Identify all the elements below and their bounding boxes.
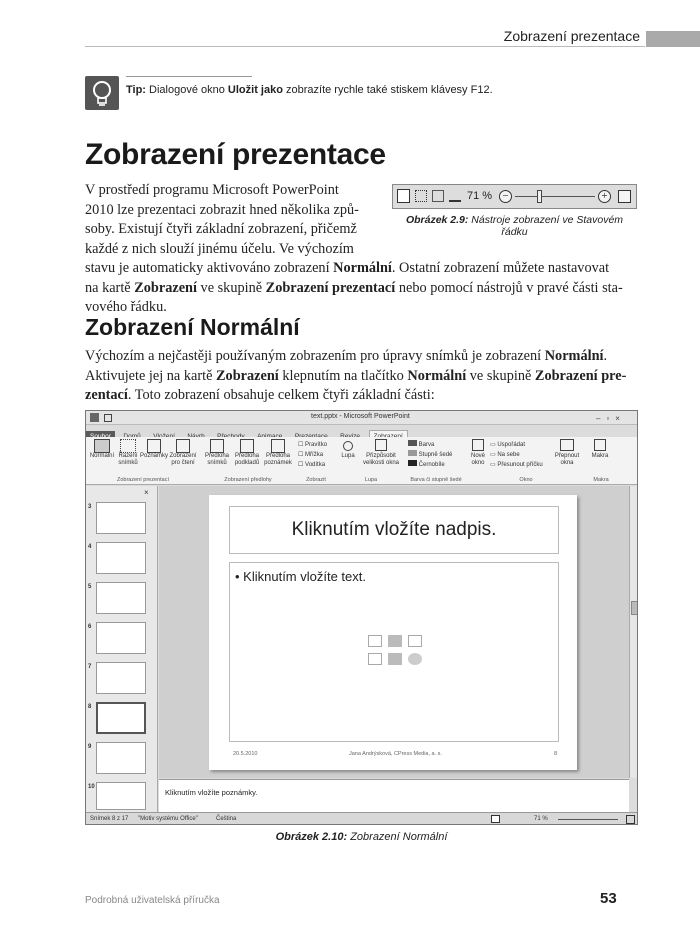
slide-editor xyxy=(159,486,629,778)
slide-thumbnail[interactable] xyxy=(96,782,146,810)
powerpoint-screenshot xyxy=(85,410,638,825)
group-label: Zobrazení prezentací xyxy=(117,477,169,483)
insert-content-icons[interactable] xyxy=(368,635,428,673)
slide-thumbnail[interactable] xyxy=(96,742,146,774)
section-title: Zobrazení prezentace xyxy=(85,138,386,171)
status-language: Čeština xyxy=(216,816,237,822)
slide-title-placeholder[interactable]: Kliknutím vložíte nadpis. xyxy=(229,506,559,554)
section-paragraph-cont: stavu je automaticky aktivováno zobrazení Normální. Ostatní zobrazení můžete nastavovat na kartě Zobrazení ve skupině Zobrazení prezentací nebo pomocí nástrojů v pravé části sta- vového řádku. xyxy=(85,260,623,315)
tip-text: Tip: Dialogové okno Uložit jako zobrazíte rychle také stiskem klávesy F12. xyxy=(126,84,493,96)
slide-canvas xyxy=(209,495,577,770)
macros-button[interactable]: Makra xyxy=(588,439,612,473)
window-title: text.pptx - Microsoft PowerPoint xyxy=(311,413,410,420)
reading-view-icon xyxy=(432,190,444,202)
group-label: Makra xyxy=(593,477,609,483)
app-icon xyxy=(90,413,99,422)
handout-master-button[interactable]: Předloha podkladů xyxy=(232,439,262,473)
status-zoom-slider[interactable] xyxy=(558,819,618,820)
slide-sorter-button[interactable]: Řazení snímků xyxy=(116,439,140,473)
slide-number: 8 xyxy=(554,751,558,757)
tip-rule xyxy=(126,76,252,77)
slide-content-placeholder[interactable]: • Kliknutím vložíte text. xyxy=(229,562,559,742)
slide-thumbnail[interactable] xyxy=(96,502,146,534)
thumb-number: 9 xyxy=(88,744,92,750)
thumb-number: 7 xyxy=(88,664,92,670)
slide-thumbnail[interactable] xyxy=(96,622,146,654)
figure1-caption: Obrázek 2.9: Nástroje zobrazení ve Stavovém řádku xyxy=(405,214,624,238)
slide-thumbnail[interactable] xyxy=(96,662,146,694)
group-label: Okno xyxy=(519,477,533,483)
zoom-in-icon: + xyxy=(598,190,611,203)
normal-view-icon xyxy=(397,189,410,203)
title-bar xyxy=(86,411,638,425)
lightbulb-icon xyxy=(85,76,119,110)
zoom-slider xyxy=(515,196,595,197)
status-slide: Snímek 8 z 17 xyxy=(90,816,129,822)
ribbon-tabs xyxy=(86,425,638,437)
notes-page-button[interactable]: Poznámky xyxy=(140,439,168,473)
slide-sorter-icon xyxy=(415,190,427,202)
slide-thumbnail-selected[interactable] xyxy=(96,702,146,734)
window-options[interactable]: ▭ Uspořádat ▭ Na sebe ▭ Přesunout příčku xyxy=(490,442,543,468)
switch-windows-button[interactable]: Přepnout okna xyxy=(552,439,582,473)
slide-thumbnail[interactable] xyxy=(96,542,146,574)
thumb-number: 5 xyxy=(88,584,92,590)
show-checkboxes[interactable]: ☐ Pravítko ☐ Mřížka ☐ Vodítka xyxy=(298,442,328,468)
fit-window-icon xyxy=(618,190,631,203)
thumb-number: 8 xyxy=(88,704,92,710)
fit-window-icon[interactable] xyxy=(626,815,635,824)
window-controls[interactable]: –▫× xyxy=(596,414,626,423)
slide-thumbnail[interactable] xyxy=(96,582,146,614)
page-number: 53 xyxy=(600,890,617,907)
subsection-title: Zobrazení Normální xyxy=(85,314,300,340)
zoom-thumb xyxy=(537,190,542,203)
save-icon[interactable] xyxy=(104,414,112,422)
slide-master-button[interactable]: Předloha snímků xyxy=(202,439,232,473)
status-bar xyxy=(86,812,638,825)
figure2-caption: Obrázek 2.10: Zobrazení Normální xyxy=(275,831,448,843)
slide-thumbnail-pane xyxy=(86,486,158,812)
status-zoom: 71 % xyxy=(534,816,548,822)
thumb-number: 6 xyxy=(88,624,92,630)
view-tools-figure xyxy=(392,184,637,209)
normal-view-icon[interactable] xyxy=(491,815,500,823)
thumb-number: 4 xyxy=(88,544,92,550)
notes-master-button[interactable]: Předloha poznámek xyxy=(262,439,294,473)
group-label: Zobrazit xyxy=(306,477,326,483)
new-window-button[interactable]: Nové okno xyxy=(468,439,488,473)
group-label: Zobrazení předlohy xyxy=(224,477,272,483)
header-bar xyxy=(646,31,700,47)
group-label: Lupa xyxy=(364,477,378,483)
status-theme: "Motiv systému Office" xyxy=(138,816,198,822)
subsection-paragraph: Výchozím a nejčastěji používaným zobrazením pro úpravy snímků je zobrazení Normální. Aktivujete jej na kartě Zobrazení klepnutím na tlačítko Normální ve skupině Zobrazení pre- zentací. Toto zobrazení obsahuje celkem čtyři základní části: xyxy=(85,348,627,403)
section-paragraph: V prostředí programu Microsoft PowerPoint 2010 lze prezentaci zobrazit hned několika způ- soby. Existují čtyři základní zobrazení, přičemž každé z nich slouží jinému účelu. Ve výchozím xyxy=(85,182,359,257)
notes-pane[interactable]: Kliknutím vložíte poznámky. xyxy=(159,779,629,812)
zoom-level: 71 % xyxy=(467,190,493,202)
slide-footer: Jana Andrýsková, CPress Media, a. s. xyxy=(349,751,442,757)
group-label: Barva či stupně šedé xyxy=(410,477,462,483)
thumb-number: 3 xyxy=(88,504,92,510)
close-icon[interactable]: × xyxy=(144,488,149,497)
slideshow-icon xyxy=(449,190,461,202)
color-options[interactable]: Barva Stupně šedé Černobíle xyxy=(408,440,452,470)
zoom-button[interactable]: Lupa xyxy=(338,439,358,473)
normal-view-button[interactable]: Normální xyxy=(88,439,116,473)
reading-view-button[interactable]: Zobrazení pro čtení xyxy=(168,439,198,473)
zoom-out-icon: − xyxy=(499,190,512,203)
slide-date: 20.5.2010 xyxy=(233,751,258,757)
footer-book-title: Podrobná uživatelská příručka xyxy=(85,895,220,906)
running-header: Zobrazení prezentace xyxy=(503,28,640,44)
vertical-scrollbar[interactable] xyxy=(629,486,638,778)
thumb-number: 10 xyxy=(88,784,95,790)
fit-to-window-button[interactable]: Přizpůsobit velikosti okna xyxy=(360,439,402,473)
header-rule xyxy=(85,46,645,47)
ribbon xyxy=(86,437,638,485)
